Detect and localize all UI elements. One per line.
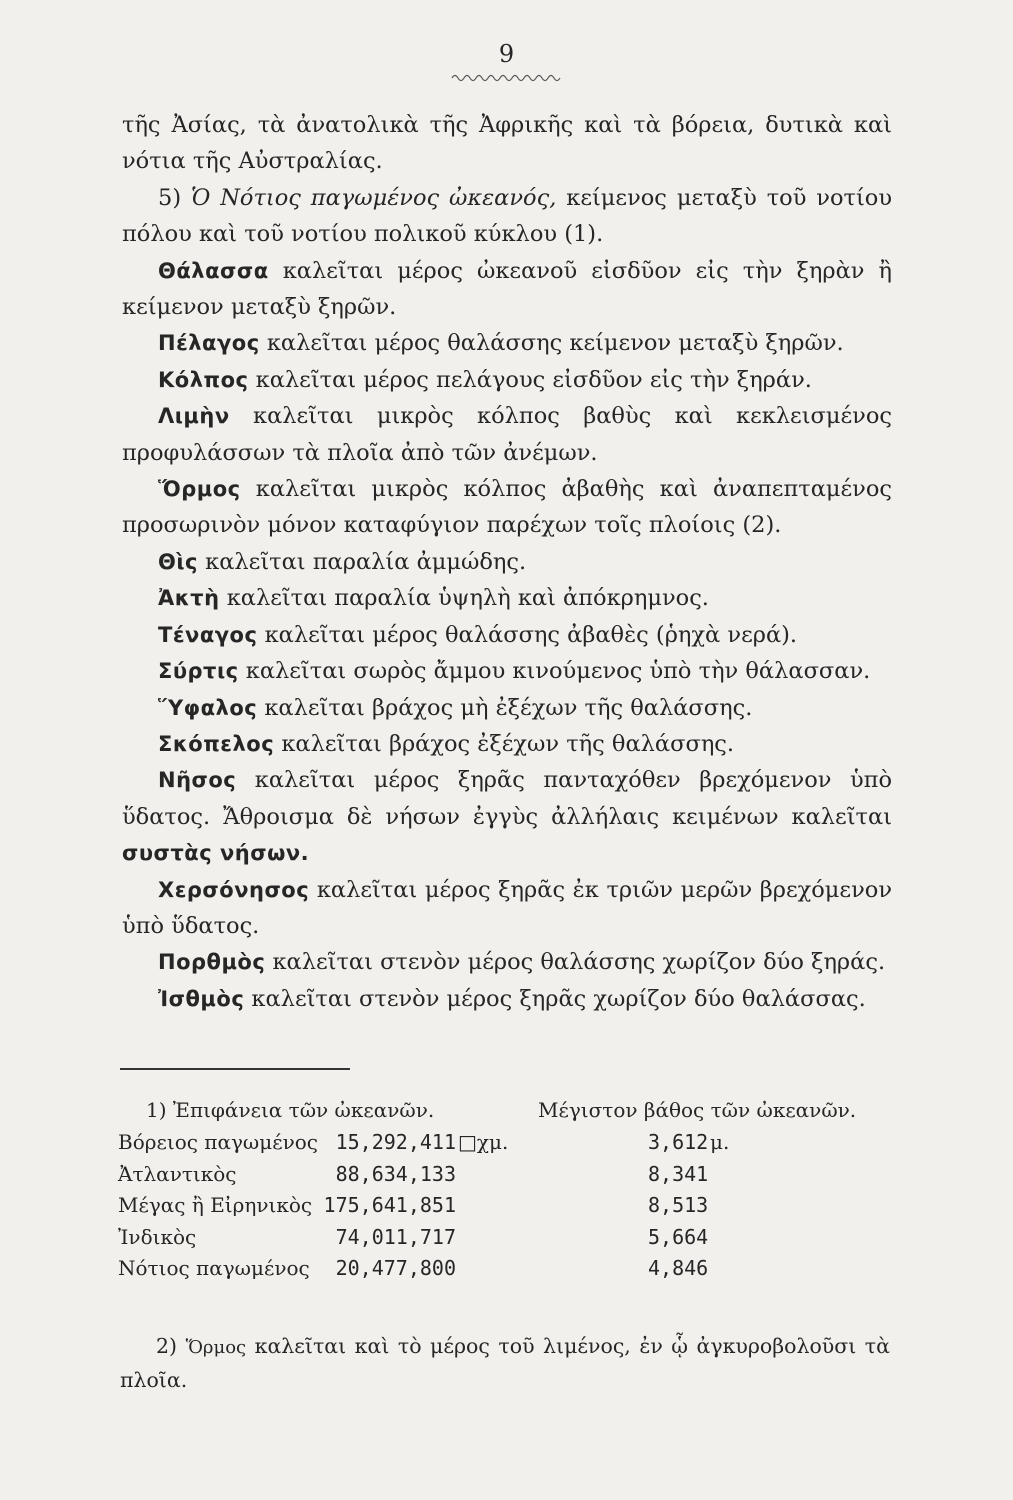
definition-term: Θὶς (158, 549, 198, 574)
definition-term: Λιμὴν (158, 404, 230, 429)
footnote-divider (120, 1068, 350, 1070)
depth-heading: Μέγιστον βάθος τῶν ὠκεανῶν. (538, 1098, 857, 1122)
definition-term: Σύρτις (158, 659, 239, 684)
ocean-depth: 8,513 (648, 1193, 709, 1217)
definition-text: καλεῖται μέρος θαλάσσης ἀβαθὲς (ῥηχὰ νερά). (264, 621, 798, 648)
paragraph-continuation: τῆς Ἀσίας, τὰ ἀνατολικὰ τῆς Ἀφρικῆς καὶ τὰ βόρεια, δυτικὰ καὶ νότια τῆς Αὐστραλίας. (122, 112, 892, 175)
definition-paragraph (122, 944, 892, 980)
footnote-ref: (2). (742, 512, 782, 539)
definition-paragraph (122, 325, 892, 361)
definition-term: Πέλαγος (158, 331, 260, 356)
ocean-name: Νότιος παγωμένος (118, 1256, 310, 1280)
ocean-name: Ἰνδικὸς (118, 1224, 197, 1249)
definition-term: Σκόπελος (158, 731, 275, 756)
footnote-number: 2) (156, 1334, 178, 1358)
table-row (118, 1193, 908, 1225)
definition-paragraph (122, 872, 892, 945)
table-row (118, 1130, 908, 1162)
ocean-area: 74,011,717 (335, 1224, 456, 1249)
ocean-name: Βόρειος παγωμένος (118, 1130, 318, 1154)
ocean-area: 15,292,411 (335, 1130, 456, 1154)
ocean-area: 88,634,133 (335, 1161, 456, 1186)
footnote-2 (120, 1330, 890, 1397)
ocean-name: Ἀτλαντικὸς (118, 1161, 237, 1186)
item-number: 5) (158, 184, 182, 211)
definition-text: κείμενος μεταξὺ τοῦ νοτίου πόλου καὶ τοῦ νοτίου πολικοῦ κύκλου (122, 184, 893, 248)
body-text (122, 107, 892, 1017)
definition-text: καλεῖται βράχος ἐξέχων τῆς θαλάσσης. (281, 730, 735, 757)
definition-text: καλεῖται μέρος ξηρᾶς ἐκ τριῶν μερῶν βρεχόμενον ὑπὸ ὕδατος. (122, 876, 892, 939)
area-unit: □χμ. (458, 1130, 509, 1154)
definition-text: καλεῖται βράχος μὴ ἐξέχων τῆς θαλάσσης. (264, 694, 753, 721)
table-row (118, 1225, 908, 1257)
definition-text: καλεῖται μέρος θαλάσσης κείμενον μεταξὺ ξηρῶν. (266, 330, 844, 357)
paragraph-southern-ocean (122, 180, 892, 253)
ornament-icon (450, 70, 563, 84)
definition-paragraph (122, 690, 892, 726)
table-row (118, 1162, 908, 1194)
definition-term: Θάλασσα (158, 258, 269, 283)
area-heading: 1) Ἐπιφάνεια τῶν ὠκεανῶν. (146, 1098, 435, 1122)
definition-text: καλεῖται μέρος ξηρᾶς πανταχόθεν βρεχόμενον ὑπὸ ὕδατος. Ἄθροισμα δὲ νήσων ἐγγὺς ἀλλήλαις κειμένων καλεῖται (122, 767, 892, 830)
definition-paragraph (122, 653, 892, 689)
footnote-1-header (118, 1098, 908, 1130)
definition-term: Κόλπος (158, 367, 249, 392)
definition-text: καλεῖται μικρὸς κόλπος βαθὺς καὶ κεκλεισμένος προφυλάσσων τὰ πλοῖα ἀπὸ τῶν ἀνέμων. (122, 403, 893, 466)
definition-term: Τέναγος (158, 622, 258, 647)
definition-paragraph (122, 471, 892, 544)
definition-paragraph (122, 726, 892, 762)
definition-paragraph (122, 981, 892, 1017)
definition-paragraph (122, 398, 892, 471)
definition-text: καλεῖται στενὸν μέρος θαλάσσης χωρίζον δύο ξηράς. (272, 949, 886, 976)
definition-term: Ὅρμος (158, 477, 241, 502)
ocean-depth: 4,846 (648, 1256, 709, 1280)
table-row (118, 1256, 908, 1288)
footnote-ref: (1). (564, 221, 604, 248)
definition-term: Ἰσθμὸς (158, 986, 245, 1011)
definition-text: καλεῖται παραλία ἀμμώδης. (205, 548, 527, 575)
definition-paragraph (122, 253, 892, 326)
definition-term: Ὕφαλος (158, 695, 258, 720)
definition-paragraph (122, 580, 892, 616)
definition-paragraph (122, 362, 892, 398)
definition-term-secondary: συστὰς νήσων. (122, 841, 310, 866)
footnote-text: καλεῖται καὶ τὸ μέρος τοῦ λιμένος, ἐν ᾧ ἀγκυροβολοῦσι τὰ πλοῖα. (120, 1334, 890, 1392)
footnote-1 (118, 1098, 908, 1288)
definition-text: καλεῖται παραλία ὑψηλὴ καὶ ἀπόκρημνος. (226, 585, 709, 612)
definition-text: καλεῖται μέρος πελάγους εἰσδῦον εἰς τὴν ξηράν. (255, 366, 812, 393)
definition-paragraph (122, 544, 892, 580)
definition-term: Νῆσος (158, 768, 237, 793)
ocean-area: 175,641,851 (323, 1193, 456, 1217)
ocean-area: 20,477,800 (335, 1256, 456, 1280)
depth-unit: μ. (710, 1130, 730, 1154)
footnote-term: Ὅρμος (185, 1337, 247, 1358)
definition-text: καλεῖται μικρὸς κόλπος ἀβαθὴς καὶ ἀναπεπταμένος προσωρινὸν μόνον καταφύγιον παρέχων τοῖς πλοίοις (122, 476, 892, 539)
definition-paragraph (122, 762, 892, 871)
definition-paragraph (122, 617, 892, 653)
ocean-depth: 3,612 (648, 1130, 709, 1154)
italic-term: Ὁ Νότιος παγωμένος ὠκεανός, (191, 184, 557, 211)
ocean-depth: 5,664 (648, 1224, 709, 1249)
ocean-name: Μέγας ἢ Εἰρηνικὸς (118, 1193, 313, 1217)
definition-text: καλεῖται μέρος ὠκεανοῦ εἰσδῦον εἰς τὴν ξηρὰν ἢ κείμενον μεταξὺ ξηρῶν. (122, 257, 893, 321)
definition-term: Χερσόνησος (158, 877, 310, 902)
page-number: 9 (498, 40, 515, 68)
definition-text: καλεῖται στενὸν μέρος ξηρᾶς χωρίζον δύο θαλάσσας. (251, 985, 866, 1012)
definition-term: Πορθμὸς (158, 950, 266, 975)
ocean-depth: 8,341 (648, 1161, 709, 1186)
definition-text: καλεῖται σωρὸς ἄμμου κινούμενος ὑπὸ τὴν θάλασσαν. (245, 658, 871, 685)
definition-term: Ἀκτὴ (158, 586, 220, 611)
